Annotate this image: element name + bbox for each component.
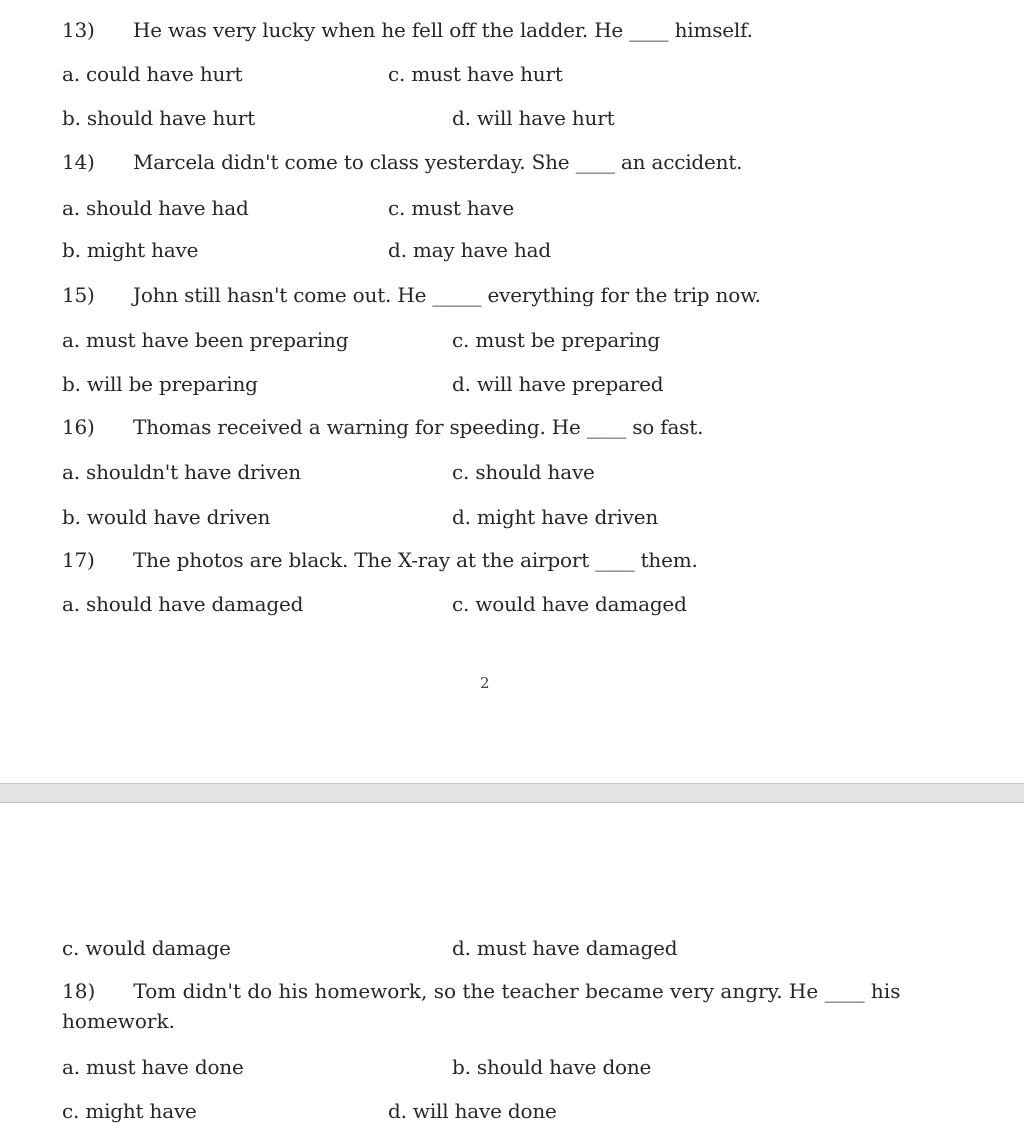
question-text: The photos are black. The X-ray at the airport ____ them. [133, 548, 698, 572]
option: a. must have done [62, 1055, 244, 1079]
question-text: Marcela didn't come to class yesterday. She ____ an accident. [133, 150, 743, 174]
option: c. must be preparing [452, 328, 660, 352]
option: a. should have damaged [62, 592, 304, 616]
question-number: 17) [62, 548, 95, 572]
option: b. should have hurt [62, 106, 255, 130]
option: c. would damage [62, 936, 231, 960]
question-number: 14) [62, 150, 95, 174]
option: d. may have had [388, 238, 551, 262]
option: b. would have driven [62, 505, 271, 529]
option: c. must have hurt [388, 62, 563, 86]
option: c. must have [388, 196, 514, 220]
option: b. will be preparing [62, 372, 258, 396]
page-break [0, 783, 1024, 803]
option: d. will have prepared [452, 372, 664, 396]
question-text: Tom didn't do his homework, so the teacher became very angry. He ____ his homework. [62, 979, 901, 1033]
option: c. would have damaged [452, 592, 687, 616]
option: b. should have done [452, 1055, 652, 1079]
question-text: Thomas received a warning for speeding. He ____ so fast. [133, 415, 704, 439]
question-number: 13) [62, 18, 95, 42]
option: c. should have [452, 460, 595, 484]
question-text: John still hasn't come out. He _____ everything for the trip now. [133, 283, 761, 307]
page-number: 2 [480, 674, 490, 692]
option: a. must have been preparing [62, 328, 349, 352]
option: d. might have driven [452, 505, 659, 529]
document-page-2 [0, 803, 1024, 1134]
option: d. will have done [388, 1099, 557, 1123]
question-18 [62, 976, 902, 1036]
question-number: 18) [62, 979, 96, 1003]
option: c. might have [62, 1099, 197, 1123]
question-number: 16) [62, 415, 95, 439]
question-text: He was very lucky when he fell off the ladder. He ____ himself. [133, 18, 753, 42]
option: a. could have hurt [62, 62, 243, 86]
option: d. must have damaged [452, 936, 678, 960]
option: d. will have hurt [452, 106, 615, 130]
option: a. shouldn't have driven [62, 460, 301, 484]
option: b. might have [62, 238, 199, 262]
question-number: 15) [62, 283, 95, 307]
option: a. should have had [62, 196, 249, 220]
